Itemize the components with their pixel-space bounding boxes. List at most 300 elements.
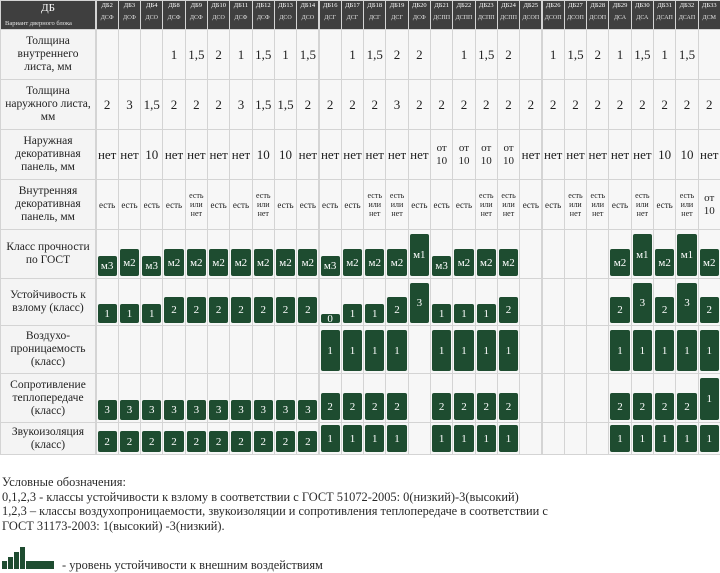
cell-value: есть или нет [635,191,650,218]
table-cell [609,180,630,229]
table-cell [141,230,162,278]
table-cell [676,374,697,422]
cell-value: нет [566,146,585,162]
level-bar: 1 [477,425,496,452]
column-header-name: ДБ11 [233,2,249,9]
table-cell [587,423,608,454]
table-cell [476,180,497,229]
column-header-code: ДСОП [522,15,540,21]
table-cell [230,326,251,373]
column-header [699,1,720,29]
table-cell [476,374,497,422]
table-cell [565,374,586,422]
level-bar: 1 [610,330,629,371]
cell-value: 2 [193,96,200,112]
cell-value: 1,5 [277,96,294,112]
table-cell [453,279,474,325]
cell-value: 1,5 [255,96,272,112]
cell-value: от 10 [503,141,515,167]
table-cell [119,326,140,373]
table-cell [320,80,341,129]
level-bar: 1 [387,425,406,452]
level-bar: 2 [231,431,250,452]
cell-value: есть [232,199,250,210]
table-cell [208,374,229,422]
table-cell [320,130,341,179]
column-header-code: ДСАП [678,15,696,21]
table-cell [609,230,630,278]
cell-value: есть [455,199,473,210]
cell-value: есть [656,199,673,210]
cell-value: 2 [349,96,356,112]
table-cell [409,130,430,179]
table-cell [364,423,385,454]
table-cell [275,423,296,454]
level-bar: 0 [321,314,340,323]
column-header [654,1,675,29]
cell-value: 2 [326,96,334,112]
table-cell [676,279,697,325]
table-cell [587,80,608,129]
cell-value: 3 [126,96,133,112]
column-header [609,1,630,29]
table-cell [520,30,541,79]
table-cell [208,423,229,454]
table-cell [297,180,318,229]
column-header-name: ДБ8 [168,2,180,9]
level-bar: 2 [454,393,473,420]
table-cell [386,374,407,422]
level-bar: м1 [633,234,652,276]
level-bar: 2 [164,297,183,323]
cell-value: 2 [215,46,222,62]
column-header [208,1,229,29]
cell-value: от 10 [436,141,448,167]
column-header-code: ДСФ [167,15,181,21]
level-bar: м3 [142,256,161,276]
table-cell [676,423,697,454]
table-cell [498,279,519,325]
level-bar: м2 [610,249,629,276]
table-cell [119,279,140,325]
column-header [520,1,541,29]
column-header [253,1,274,29]
column-header [230,1,251,29]
table-cell [297,326,318,373]
level-bar: 2 [387,393,406,420]
column-header [587,1,608,29]
table-cell [431,279,452,325]
cell-value: 2 [549,96,557,112]
table-cell [609,130,630,179]
table-cell [543,374,564,422]
cell-value: 2 [170,96,178,112]
table-cell [163,423,184,454]
table-cell [97,80,118,129]
table-cell [208,326,229,373]
table-cell [587,230,608,278]
level-bar: м2 [164,249,183,276]
column-header-name: ДБ25 [523,2,539,9]
column-header-name: ДБ17 [345,2,360,9]
table-cell [565,423,586,454]
column-header [275,1,296,29]
table-cell [453,230,474,278]
cell-value: есть или нет [501,191,516,218]
table-cell [476,230,497,278]
table-cell [253,279,274,325]
level-bar: 2 [343,393,362,420]
table-cell [342,374,363,422]
table-cell [364,279,385,325]
column-header [409,1,430,29]
table-cell [386,180,407,229]
level-bar: м2 [700,249,719,276]
column-header-name: ДБ2 [101,2,113,9]
table-cell [253,180,274,229]
table-cell [230,279,251,325]
level-bar: м2 [655,249,674,276]
column-header-name: ДБ14 [300,2,316,9]
column-header-name: ДБ20 [412,2,427,9]
level-bar: м2 [120,249,139,276]
table-cell [186,80,207,129]
legend-level-bar [14,552,19,569]
column-header [476,1,497,29]
level-bar: м2 [254,249,273,276]
level-bar: 3 [254,400,273,420]
cell-value: есть [143,199,160,210]
level-bar: м2 [343,249,362,276]
cell-value: есть [522,199,539,210]
table-cell [320,374,341,422]
cell-value: 1,5 [188,46,205,62]
level-bar: 1 [343,425,362,452]
cell-value: 10 [256,146,270,162]
column-header-name: ДБ30 [635,2,650,9]
level-bar: 1 [633,330,652,371]
table-cell [141,374,162,422]
column-header-code: ДСАП [656,15,673,21]
table-cell [699,279,720,325]
level-bar: 1 [454,330,473,371]
table-cell [342,326,363,373]
table-cell [676,130,697,179]
cell-value: 2 [482,96,490,112]
table-cell [163,230,184,278]
table-cell [565,326,586,373]
cell-value: 2 [103,96,111,112]
level-bar: 1 [700,330,719,371]
table-cell [476,80,497,129]
table-cell [342,80,363,129]
table-cell [364,326,385,373]
cell-value: 2 [505,96,512,112]
table-cell [297,80,318,129]
level-bar: 2 [187,431,206,452]
level-bar: 3 [298,400,317,420]
column-header-code: ДСА [636,15,649,21]
table-cell [320,180,341,229]
table-cell [364,180,385,229]
cell-value: 3 [237,96,245,112]
table-cell [230,30,251,79]
table-cell [543,30,564,79]
column-header-name: ДБ23 [478,2,494,9]
table-cell [186,130,207,179]
table-cell [453,374,474,422]
table-cell [431,423,452,454]
table-cell [409,230,430,278]
table-cell [609,374,630,422]
level-bar: 1 [365,425,384,452]
level-bar: м2 [209,249,228,276]
cell-value: 10 [658,146,672,162]
legend-bar-description: - уровень устойчивости к внешним воздействиям [62,558,323,572]
table-cell [632,130,653,179]
level-bar: 1 [120,304,139,323]
cell-value: 10 [279,146,293,162]
column-header [163,1,184,29]
level-bar: 1 [677,330,696,371]
table-cell [409,423,430,454]
table-cell [565,230,586,278]
column-header [565,1,586,29]
cell-value: есть или нет [256,191,271,218]
table-cell [253,130,274,179]
level-bar: 2 [142,431,161,452]
table-cell [275,130,296,179]
table-cell [699,326,720,373]
table-cell [453,423,474,454]
table-cell [632,423,653,454]
table-cell [476,326,497,373]
cell-value: нет [387,146,407,162]
cell-value: есть [121,199,138,210]
table-cell [498,80,519,129]
level-bar: 2 [633,393,652,420]
column-header-name: ДБ33 [701,2,717,9]
column-header [342,1,363,29]
table-cell [208,130,229,179]
table-cell [186,230,207,278]
table-cell [520,374,541,422]
column-header-name: ДБ28 [590,2,606,9]
table-cell [342,130,363,179]
table-cell [498,374,519,422]
level-bar: 2 [276,431,295,452]
table-cell [654,326,675,373]
table-cell [654,130,675,179]
table-cell [476,30,497,79]
column-header-code: ДСФ [100,15,114,21]
column-header-name: ДБ26 [545,2,561,9]
cell-value: 2 [527,96,535,112]
cell-value: 1 [349,46,356,62]
table-cell [565,130,586,179]
table-cell [587,326,608,373]
cell-value: есть или нет [367,191,382,218]
table-cell [119,130,140,179]
table-cell [163,279,184,325]
table-cell [409,326,430,373]
cell-value: нет [610,146,630,162]
cell-value: нет [187,146,206,162]
table-cell [632,230,653,278]
table-cell [97,180,118,229]
table-cell [364,130,385,179]
level-bar: 1 [700,425,719,452]
column-header-name: ДБ27 [568,2,583,9]
column-header-code: ДСА [613,15,627,21]
table-cell [230,230,251,278]
column-header [632,1,653,29]
table-cell [119,80,140,129]
table-cell [297,423,318,454]
table-cell [275,326,296,373]
level-bar: 1 [98,304,117,323]
column-header-code: ДСОП [544,15,562,21]
cell-value: 2 [438,96,445,112]
cell-value: 2 [505,46,512,62]
legend-level-bar [20,547,25,569]
table-cell [253,230,274,278]
table-cell [520,326,541,373]
table-cell [409,80,430,129]
table-cell [565,279,586,325]
level-bar: 2 [187,297,206,323]
table-cell [97,423,118,454]
cell-value: 1 [616,46,624,62]
column-header [119,1,140,29]
cell-value: нет [298,146,318,162]
table-cell [275,230,296,278]
table-cell [342,180,363,229]
table-cell [676,80,697,129]
cell-value: 2 [594,96,601,112]
column-header-code: ДСФ [234,15,248,21]
cell-value: 2 [705,96,713,112]
table-cell [230,180,251,229]
table-cell [654,80,675,129]
cell-value: есть [611,199,629,210]
level-bar: 1 [432,330,451,371]
level-bar: 3 [410,283,429,323]
table-cell [609,326,630,373]
cell-value: нет [320,146,340,162]
table-cell [431,230,452,278]
table-cell [632,80,653,129]
level-bar: 1 [610,425,629,452]
table-cell [543,80,564,129]
table-cell [342,230,363,278]
column-header [431,1,452,29]
table-cell [609,423,630,454]
table-cell [386,130,407,179]
table-cell [297,279,318,325]
level-bar: м2 [499,249,518,276]
table-cell [654,230,675,278]
column-header-name: ДБ9 [190,2,203,9]
column-header-code: ДСФ [123,15,136,21]
level-bar: 2 [254,431,273,452]
cell-value: нет [543,146,563,162]
legend-line: 0,1,2,3 - классы устойчивости к взлому в соответствии с ГОСТ 51072-2005: 0(низкий)-3(высокий) [2,489,519,504]
table-cell [431,326,452,373]
table-cell [186,326,207,373]
header-subtitle: Вариант дверного блока [5,20,72,27]
table-cell [119,230,140,278]
table-cell [297,130,318,179]
table-cell [119,180,140,229]
cell-value: 2 [371,96,378,112]
column-header-name: ДБ31 [657,2,672,9]
table-cell [543,180,564,229]
table-cell [230,374,251,422]
level-bar: 1 [655,425,674,452]
table-cell [431,180,452,229]
table-cell [699,230,720,278]
level-bar: 2 [164,431,183,452]
table-cell [364,80,385,129]
cell-value: нет [231,146,251,162]
level-bar: м2 [387,249,406,276]
table-cell [186,279,207,325]
table-cell [543,326,564,373]
table-cell [609,30,630,79]
column-header-name: ДБ16 [322,2,338,9]
column-header-code: ДСО [301,15,315,21]
cell-value: 3 [393,96,401,112]
table-cell [275,374,296,422]
level-bar: 1 [700,378,719,420]
column-header-code: ДСФ [412,15,426,21]
table-cell [297,30,318,79]
table-cell [498,326,519,373]
cell-value: есть [322,199,339,210]
level-bar: 2 [298,431,317,452]
table-cell [543,130,564,179]
table-cell [163,374,184,422]
table-cell [431,374,452,422]
cell-value: 2 [683,96,691,112]
column-header [386,1,407,29]
table-cell [97,279,118,325]
table-cell [186,374,207,422]
column-header-code: ДСО [212,15,225,21]
level-bar: 2 [432,393,451,420]
table-cell [676,30,697,79]
level-bar: 2 [499,393,518,420]
table-cell [520,423,541,454]
cell-value: есть или нет [189,191,204,218]
cell-value: нет [588,146,607,162]
legend-level-bar [26,561,54,569]
column-header-name: ДБ12 [255,2,271,9]
cell-value: есть [165,199,183,210]
cell-value: 1 [237,46,245,62]
level-bar: 1 [454,304,473,323]
table-cell [409,30,430,79]
level-bar: 3 [633,283,652,323]
table-cell [186,180,207,229]
level-bar: 3 [187,400,206,420]
level-bar: 2 [387,297,406,323]
column-header [297,1,318,29]
cell-value: 2 [460,96,468,112]
column-header-code: ДСО [279,15,292,21]
cell-value: 1 [549,46,557,62]
